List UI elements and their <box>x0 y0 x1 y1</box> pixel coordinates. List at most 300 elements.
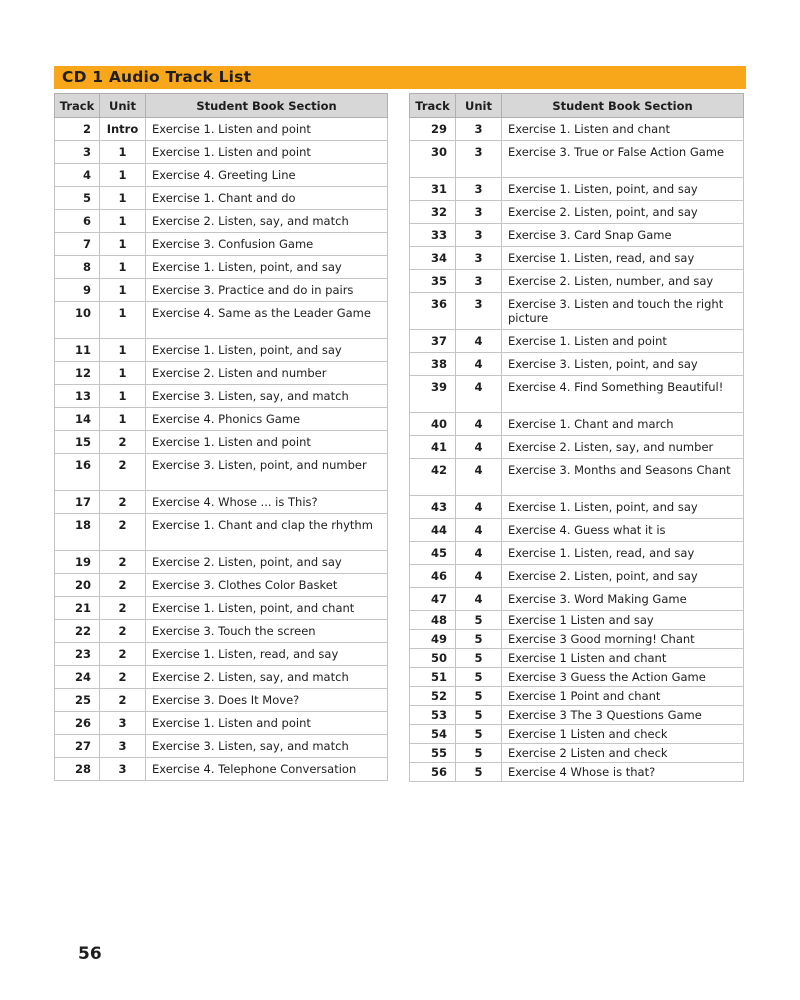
track-number: 13 <box>74 389 91 403</box>
unit-value-cell <box>456 706 502 725</box>
unit-value: 5 <box>474 632 483 646</box>
track-number: 36 <box>430 297 447 311</box>
track-number-cell <box>55 666 100 689</box>
unit-value: 5 <box>474 613 483 627</box>
section-name-cell <box>502 706 744 725</box>
section-name-cell <box>502 376 744 413</box>
column-header-track: Track <box>410 94 456 118</box>
unit-value: 1 <box>118 168 127 182</box>
section-name: Exercise 4. Telephone Conversation <box>152 762 357 776</box>
table-row <box>55 256 388 279</box>
section-name-cell <box>146 454 388 491</box>
track-number: 45 <box>430 546 447 560</box>
unit-value: 1 <box>118 145 127 159</box>
unit-value: 3 <box>118 739 127 753</box>
track-number-cell <box>410 247 456 270</box>
track-number-cell <box>410 630 456 649</box>
unit-value-cell <box>100 431 146 454</box>
track-number-cell <box>410 542 456 565</box>
track-number: 9 <box>82 283 91 297</box>
section-name-cell <box>502 459 744 496</box>
track-number-cell <box>410 201 456 224</box>
unit-value: 5 <box>474 746 483 760</box>
table-row <box>55 362 388 385</box>
unit-value-cell <box>100 187 146 210</box>
track-number: 10 <box>74 306 91 320</box>
section-name: Exercise 3. Word Making Game <box>508 592 687 606</box>
track-number-cell <box>55 233 100 256</box>
section-name: Exercise 3 The 3 Questions Game <box>508 708 702 722</box>
section-name: Exercise 1. Listen, point, and chant <box>152 601 355 615</box>
unit-value: 3 <box>474 274 483 288</box>
unit-value: 4 <box>474 569 483 583</box>
unit-value-cell <box>100 689 146 712</box>
unit-value-cell <box>456 178 502 201</box>
unit-value-cell <box>456 630 502 649</box>
section-name-cell <box>146 574 388 597</box>
track-number: 21 <box>74 601 91 615</box>
unit-value: 2 <box>118 670 127 684</box>
table-row <box>55 187 388 210</box>
section-name-cell <box>502 224 744 247</box>
section-name: Exercise 3. Listen, point, and number <box>152 458 367 472</box>
unit-value: 1 <box>118 412 127 426</box>
unit-value: 3 <box>474 145 483 159</box>
unit-value: 3 <box>118 762 127 776</box>
table-row <box>410 413 744 436</box>
track-number: 52 <box>430 689 447 703</box>
unit-value: 2 <box>118 555 127 569</box>
unit-value-cell <box>456 687 502 706</box>
track-number-cell <box>410 141 456 178</box>
track-number: 33 <box>430 228 447 242</box>
track-number-cell <box>55 164 100 187</box>
unit-value-cell <box>100 597 146 620</box>
unit-value-cell <box>100 514 146 551</box>
title-bar <box>54 66 746 89</box>
track-number: 41 <box>430 440 447 454</box>
section-name-cell <box>502 330 744 353</box>
section-name-cell <box>502 413 744 436</box>
track-number: 22 <box>74 624 91 638</box>
unit-value: 4 <box>474 592 483 606</box>
track-number-cell <box>410 519 456 542</box>
track-number: 31 <box>430 182 447 196</box>
section-name-cell <box>502 436 744 459</box>
section-name: Exercise 4. Guess what it is <box>508 523 666 537</box>
section-name: Exercise 3. Confusion Game <box>152 237 314 251</box>
section-name: Exercise 1 Listen and check <box>508 727 668 741</box>
unit-value: 5 <box>474 670 483 684</box>
track-number: 7 <box>82 237 91 251</box>
table-row <box>410 293 744 330</box>
track-number-cell <box>55 302 100 339</box>
table-row <box>55 279 388 302</box>
track-number-cell <box>55 620 100 643</box>
section-name-cell <box>146 233 388 256</box>
section-name: Exercise 2. Listen, point, and say <box>508 569 698 583</box>
section-name: Exercise 1. Chant and do <box>152 191 296 205</box>
section-name: Exercise 3. Touch the screen <box>152 624 316 638</box>
table-row <box>55 118 388 141</box>
unit-value-cell <box>100 454 146 491</box>
unit-value-cell <box>456 201 502 224</box>
unit-value-cell <box>456 519 502 542</box>
unit-value-cell <box>100 551 146 574</box>
section-name: Exercise 1. Listen, point, and say <box>152 343 342 357</box>
section-name-cell <box>502 588 744 611</box>
table-row <box>55 339 388 362</box>
section-name: Exercise 2. Listen, say, and number <box>508 440 714 454</box>
unit-value-cell <box>100 141 146 164</box>
track-number: 4 <box>82 168 91 182</box>
unit-value: 3 <box>474 122 483 136</box>
section-name-cell <box>502 763 744 782</box>
track-number: 26 <box>74 716 91 730</box>
track-number-cell <box>410 293 456 330</box>
table-row <box>55 514 388 551</box>
unit-value-cell <box>456 330 502 353</box>
unit-value-cell <box>100 574 146 597</box>
table-row <box>410 763 744 782</box>
unit-value-cell <box>456 744 502 763</box>
section-name: Exercise 1. Listen, point, and say <box>508 182 698 196</box>
track-number-cell <box>55 118 100 141</box>
track-number: 14 <box>74 412 91 426</box>
track-number-cell <box>410 413 456 436</box>
track-number-cell <box>55 551 100 574</box>
table-row <box>55 689 388 712</box>
table-row <box>410 224 744 247</box>
table-row <box>410 687 744 706</box>
table-row <box>410 141 744 178</box>
unit-value-cell <box>100 302 146 339</box>
section-name-cell <box>502 496 744 519</box>
track-number-cell <box>410 649 456 668</box>
section-name-cell <box>146 620 388 643</box>
unit-value-cell <box>456 436 502 459</box>
track-number: 43 <box>430 500 447 514</box>
unit-value-cell <box>100 256 146 279</box>
table-row <box>410 353 744 376</box>
table-row <box>410 565 744 588</box>
column-header-track: Track <box>55 94 100 118</box>
table-row <box>55 551 388 574</box>
track-number-cell <box>410 270 456 293</box>
track-number: 23 <box>74 647 91 661</box>
section-name: Exercise 2 Listen and check <box>508 746 668 760</box>
unit-value: Intro <box>106 122 139 136</box>
table-row <box>410 630 744 649</box>
track-number-cell <box>410 668 456 687</box>
table-row <box>55 491 388 514</box>
section-name-cell <box>146 385 388 408</box>
unit-value: 4 <box>474 523 483 537</box>
column-header-unit: Unit <box>456 94 502 118</box>
track-number: 30 <box>430 145 447 159</box>
track-number: 47 <box>430 592 447 606</box>
track-number-cell <box>55 574 100 597</box>
table-row <box>55 233 388 256</box>
track-number-cell <box>410 178 456 201</box>
section-name: Exercise 1 Listen and chant <box>508 651 667 665</box>
track-number-cell <box>410 436 456 459</box>
section-name: Exercise 1. Listen, point, and say <box>152 260 342 274</box>
section-name: Exercise 4. Find Something Beautiful! <box>508 380 724 394</box>
section-name-cell <box>146 758 388 781</box>
unit-value: 4 <box>474 334 483 348</box>
section-name: Exercise 1. Listen and point <box>152 716 311 730</box>
section-name-cell <box>146 302 388 339</box>
unit-value: 3 <box>474 182 483 196</box>
track-number-cell <box>55 735 100 758</box>
section-name: Exercise 1. Listen, read, and say <box>508 251 695 265</box>
unit-value: 4 <box>474 500 483 514</box>
table-row <box>55 666 388 689</box>
section-name-cell <box>502 542 744 565</box>
table-row <box>55 302 388 339</box>
track-number-cell <box>55 514 100 551</box>
track-number: 35 <box>430 274 447 288</box>
unit-value: 1 <box>118 389 127 403</box>
track-number: 5 <box>82 191 91 205</box>
table-row <box>410 744 744 763</box>
unit-value: 5 <box>474 708 483 722</box>
track-number-cell <box>410 565 456 588</box>
unit-value-cell <box>456 649 502 668</box>
unit-value-cell <box>456 293 502 330</box>
section-name: Exercise 1. Listen, point, and say <box>508 500 698 514</box>
table-row <box>410 668 744 687</box>
unit-value-cell <box>456 247 502 270</box>
table-header-row <box>410 94 744 118</box>
unit-value-cell <box>100 164 146 187</box>
table-row <box>410 178 744 201</box>
unit-value: 4 <box>474 417 483 431</box>
track-number: 29 <box>430 122 447 136</box>
unit-value-cell <box>456 353 502 376</box>
track-number: 49 <box>430 632 447 646</box>
section-name: Exercise 4. Whose ... is This? <box>152 495 318 509</box>
unit-value: 1 <box>118 366 127 380</box>
track-table-right <box>409 93 744 782</box>
table-row <box>410 118 744 141</box>
unit-value: 5 <box>474 727 483 741</box>
table-row <box>55 431 388 454</box>
section-name-cell <box>146 491 388 514</box>
unit-value: 3 <box>118 716 127 730</box>
unit-value-cell <box>100 758 146 781</box>
section-name: Exercise 3. Listen, say, and match <box>152 389 349 403</box>
track-number: 28 <box>74 762 91 776</box>
section-name-cell <box>146 408 388 431</box>
section-name-cell <box>502 141 744 178</box>
table-row <box>410 270 744 293</box>
section-name-cell <box>502 178 744 201</box>
track-number: 15 <box>74 435 91 449</box>
track-number: 56 <box>430 765 447 779</box>
unit-value: 4 <box>474 463 483 477</box>
table-row <box>410 611 744 630</box>
unit-value: 2 <box>118 518 127 532</box>
track-number-cell <box>55 256 100 279</box>
section-name: Exercise 3 Guess the Action Game <box>508 670 706 684</box>
track-number-cell <box>410 706 456 725</box>
unit-value: 2 <box>118 578 127 592</box>
section-name: Exercise 2. Listen, say, and match <box>152 670 349 684</box>
track-number: 34 <box>430 251 447 265</box>
unit-value-cell <box>100 385 146 408</box>
table-row <box>410 706 744 725</box>
track-number: 50 <box>430 651 447 665</box>
unit-value: 2 <box>118 601 127 615</box>
section-name-cell <box>146 118 388 141</box>
section-name: Exercise 3. Months and Seasons Chant <box>508 463 731 477</box>
section-name-cell <box>146 597 388 620</box>
track-number-cell <box>410 376 456 413</box>
section-name: Exercise 4 Whose is that? <box>508 765 656 779</box>
unit-value: 2 <box>118 693 127 707</box>
track-number-cell <box>55 408 100 431</box>
table-row <box>55 712 388 735</box>
section-name-cell <box>146 514 388 551</box>
track-number-cell <box>55 385 100 408</box>
unit-value-cell <box>100 491 146 514</box>
unit-value-cell <box>100 339 146 362</box>
table-row <box>410 330 744 353</box>
unit-value: 2 <box>118 458 127 472</box>
track-number: 37 <box>430 334 447 348</box>
table-row <box>410 436 744 459</box>
unit-value: 1 <box>118 306 127 320</box>
unit-value: 4 <box>474 440 483 454</box>
table-row <box>55 574 388 597</box>
section-name-cell <box>502 725 744 744</box>
table-row <box>410 376 744 413</box>
track-number: 8 <box>82 260 91 274</box>
section-name-cell <box>502 611 744 630</box>
section-name-cell <box>146 643 388 666</box>
track-number-cell <box>55 689 100 712</box>
section-name-cell <box>146 339 388 362</box>
track-number-cell <box>410 224 456 247</box>
unit-value-cell <box>100 408 146 431</box>
track-number: 40 <box>430 417 447 431</box>
section-name: Exercise 4. Same as the Leader Game <box>152 306 371 320</box>
track-number-cell <box>55 362 100 385</box>
section-name-cell <box>502 247 744 270</box>
track-number: 16 <box>74 458 91 472</box>
section-name: Exercise 2. Listen, say, and match <box>152 214 349 228</box>
unit-value-cell <box>100 643 146 666</box>
table-row <box>55 597 388 620</box>
unit-value: 5 <box>474 651 483 665</box>
column-header-section: Student Book Section <box>146 94 388 118</box>
unit-value: 1 <box>118 214 127 228</box>
table-row <box>55 385 388 408</box>
section-name-cell <box>146 187 388 210</box>
unit-value: 5 <box>474 689 483 703</box>
track-number-cell <box>410 763 456 782</box>
section-name: Exercise 3. True or False Action Game <box>508 145 725 159</box>
section-name: Exercise 3. Listen, point, and say <box>508 357 698 371</box>
unit-value-cell <box>100 666 146 689</box>
unit-value-cell <box>456 542 502 565</box>
unit-value: 3 <box>474 205 483 219</box>
table-row <box>55 454 388 491</box>
track-number: 55 <box>430 746 447 760</box>
unit-value-cell <box>100 620 146 643</box>
track-number: 11 <box>74 343 91 357</box>
section-name-cell <box>146 735 388 758</box>
track-number: 54 <box>430 727 447 741</box>
track-number: 19 <box>74 555 91 569</box>
section-name: Exercise 4. Phonics Game <box>152 412 301 426</box>
section-name-cell <box>502 201 744 224</box>
unit-value-cell <box>456 565 502 588</box>
section-name: Exercise 1. Listen and point <box>152 145 311 159</box>
section-name: Exercise 2. Listen and number <box>152 366 327 380</box>
track-number: 6 <box>82 214 91 228</box>
section-name-cell <box>146 141 388 164</box>
track-number: 32 <box>430 205 447 219</box>
unit-value: 1 <box>118 260 127 274</box>
track-number-cell <box>410 744 456 763</box>
page-number: 56 <box>78 944 102 964</box>
section-name-cell <box>146 279 388 302</box>
section-name-cell <box>502 630 744 649</box>
table-row <box>55 141 388 164</box>
section-name: Exercise 2. Listen, point, and say <box>508 205 698 219</box>
table-row <box>55 643 388 666</box>
section-name-cell <box>146 689 388 712</box>
track-number-cell <box>55 279 100 302</box>
unit-value-cell <box>456 763 502 782</box>
unit-value-cell <box>100 362 146 385</box>
column-header-unit: Unit <box>100 94 146 118</box>
unit-value: 1 <box>118 237 127 251</box>
unit-value-cell <box>100 279 146 302</box>
page-title: CD 1 Audio Track List <box>62 68 252 86</box>
section-name-cell <box>502 519 744 542</box>
track-number-cell <box>410 118 456 141</box>
section-name-cell <box>146 666 388 689</box>
table-row <box>410 459 744 496</box>
table-row <box>410 649 744 668</box>
section-name-cell <box>502 270 744 293</box>
table-row <box>55 620 388 643</box>
unit-value-cell <box>456 376 502 413</box>
unit-value: 1 <box>118 343 127 357</box>
unit-value: 3 <box>474 228 483 242</box>
track-number: 2 <box>82 122 91 136</box>
unit-value-cell <box>456 141 502 178</box>
section-name: Exercise 1 Point and chant <box>508 689 661 703</box>
section-name: Exercise 3 Good morning! Chant <box>508 632 695 646</box>
section-name: Exercise 3. Practice and do in pairs <box>152 283 354 297</box>
track-number-cell <box>55 454 100 491</box>
unit-value: 1 <box>118 283 127 297</box>
section-name-cell <box>502 565 744 588</box>
unit-value: 1 <box>118 191 127 205</box>
unit-value: 2 <box>118 435 127 449</box>
table-row <box>55 210 388 233</box>
unit-value: 4 <box>474 380 483 394</box>
track-number: 46 <box>430 569 447 583</box>
unit-value: 2 <box>118 624 127 638</box>
unit-value-cell <box>456 224 502 247</box>
table-row <box>55 758 388 781</box>
